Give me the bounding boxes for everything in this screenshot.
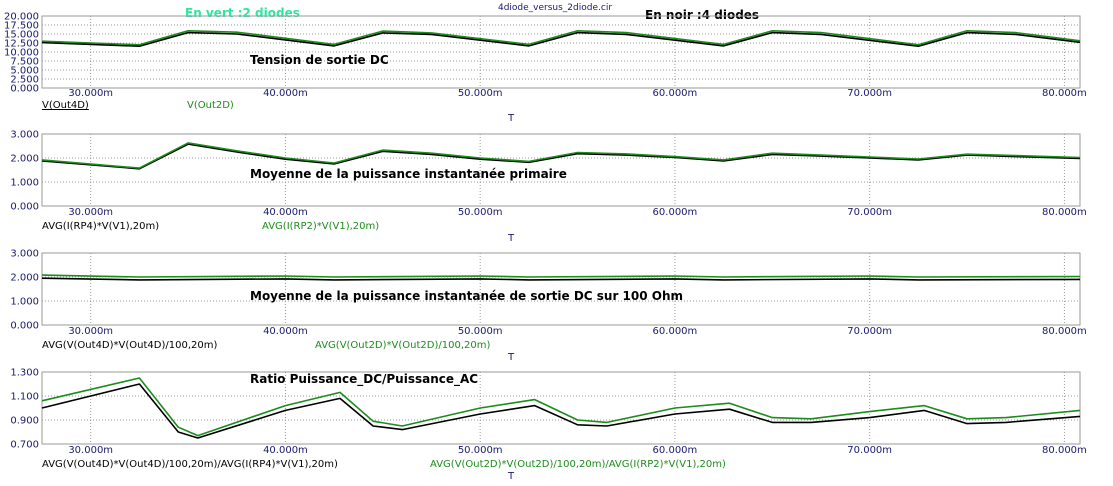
series-line-four-diode [42, 278, 1080, 280]
trace-name-label[interactable]: AVG(I(RP2)*V(V1),20m) [262, 221, 380, 232]
x-tick-label: 30.000m [68, 207, 114, 218]
series-line-two-diode [42, 143, 1080, 168]
x-tick-label: 30.000m [68, 88, 114, 99]
y-tick-label: 1.300 [10, 367, 39, 379]
plot-frame [42, 372, 1080, 444]
x-tick-label: 80.000m [1042, 445, 1087, 456]
series-line-two-diode [42, 275, 1080, 277]
x-tick-label: 30.000m [68, 445, 114, 456]
series-line-four-diode [42, 384, 1080, 438]
x-tick-label: 80.000m [1042, 88, 1087, 99]
y-tick-label: 3.000 [10, 248, 39, 260]
y-tick-label: 17.500 [4, 20, 39, 32]
x-axis-label: T [507, 113, 515, 124]
trace-name-label[interactable]: AVG(V(Out2D)*V(Out2D)/100,20m) [315, 340, 491, 351]
trace-name-label[interactable]: AVG(V(Out4D)*V(Out4D)/100,20m) [42, 340, 218, 351]
x-tick-label: 40.000m [263, 326, 308, 337]
x-tick-label: 60.000m [652, 88, 698, 99]
y-tick-label: 2.000 [10, 153, 39, 165]
panel-annotation: Moyenne de la puissance instantanée primaire [250, 167, 567, 181]
x-tick-label: 80.000m [1042, 207, 1087, 218]
series-line-two-diode [42, 378, 1080, 436]
y-tick-label: 15.000 [4, 29, 39, 41]
x-tick-label: 60.000m [652, 445, 698, 456]
trace-name-label[interactable]: AVG(V(Out4D)*V(Out4D)/100,20m)/AVG(I(RP4)*V(V1),20m) [42, 459, 338, 470]
y-tick-label: 1.000 [10, 296, 39, 308]
x-tick-label: 70.000m [847, 207, 893, 218]
legend-green-label: En vert :2 diodes [185, 6, 300, 20]
x-tick-label: 40.000m [263, 445, 308, 456]
panel-annotation: Ratio Puissance_DC/Puissance_AC [250, 372, 479, 386]
y-tick-label: 5.000 [10, 65, 39, 77]
chart-panel-3 [10, 249, 1086, 364]
legend-black-label: En noir :4 diodes [645, 8, 760, 22]
panel-annotation: Tension de sortie DC [250, 53, 389, 67]
y-tick-label: 2.000 [10, 272, 39, 284]
x-tick-label: 40.000m [263, 207, 308, 218]
y-tick-label: 0.900 [10, 415, 39, 427]
y-tick-label: 20.000 [4, 11, 39, 23]
x-tick-label: 80.000m [1042, 326, 1087, 337]
chart-panel-2 [10, 130, 1086, 245]
chart-panel-4 [10, 368, 1086, 483]
y-tick-label: 3.000 [10, 129, 39, 141]
x-tick-label: 50.000m [457, 326, 503, 337]
y-tick-label: 2.500 [10, 74, 39, 86]
y-tick-label: 1.100 [10, 391, 39, 403]
x-tick-label: 60.000m [652, 326, 698, 337]
trace-name-label[interactable]: AVG(I(RP4)*V(V1),20m) [42, 221, 160, 232]
y-tick-label: 0.000 [10, 83, 39, 95]
trace-name-label[interactable]: AVG(V(Out2D)*V(Out2D)/100,20m)/AVG(I(RP2)*V(V1),20m) [430, 459, 726, 470]
y-tick-label: 1.000 [10, 177, 39, 189]
trace-name-label[interactable]: V(Out4D) [42, 100, 89, 111]
y-tick-label: 7.500 [10, 56, 39, 68]
x-tick-label: 50.000m [457, 445, 503, 456]
x-tick-label: 70.000m [847, 445, 893, 456]
y-tick-label: 10.000 [4, 47, 39, 59]
x-tick-label: 30.000m [68, 326, 114, 337]
x-tick-label: 50.000m [457, 88, 503, 99]
x-axis-label: T [507, 352, 515, 363]
x-tick-label: 70.000m [847, 326, 893, 337]
x-tick-label: 40.000m [263, 88, 308, 99]
x-tick-label: 60.000m [652, 207, 698, 218]
series-line-four-diode [42, 144, 1080, 169]
x-tick-label: 50.000m [457, 207, 503, 218]
y-tick-label: 12.500 [4, 38, 39, 50]
panel-annotation: Moyenne de la puissance instantanée de sortie DC sur 100 Ohm [250, 289, 684, 303]
y-tick-label: 0.700 [10, 439, 39, 451]
x-tick-label: 70.000m [847, 88, 893, 99]
x-axis-label: T [507, 233, 515, 244]
chart-panel-1 [4, 12, 1087, 125]
x-axis-label: T [507, 471, 515, 482]
y-tick-label: 0.000 [10, 201, 39, 213]
file-title: 4diode_versus_2diode.cir [497, 3, 613, 13]
y-tick-label: 0.000 [10, 320, 39, 332]
trace-name-label[interactable]: V(Out2D) [187, 100, 234, 111]
